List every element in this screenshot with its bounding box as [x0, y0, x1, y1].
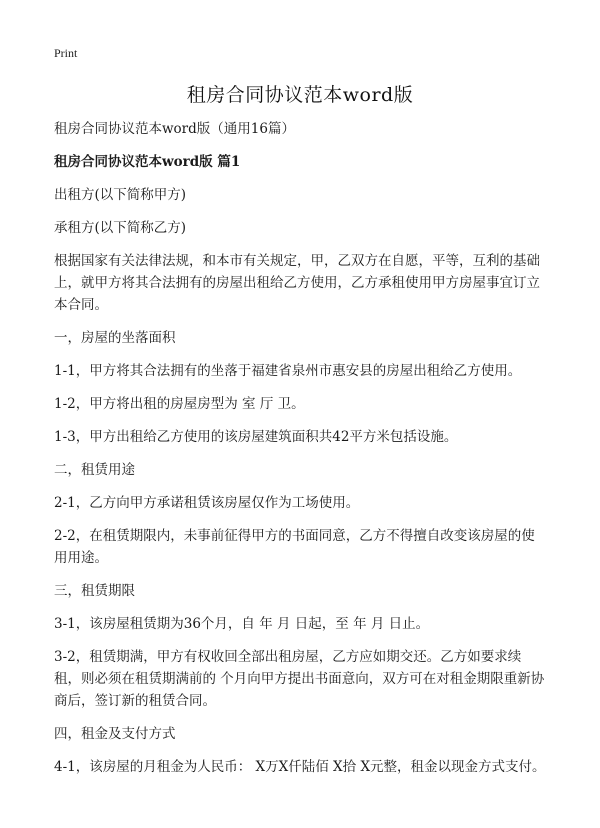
paragraph: 3-1，该房屋租赁期为36个月，自 年 月 日起，至 年 月 日止。 — [54, 616, 430, 632]
paragraph: 根据国家有关法律法规，和本市有关规定，甲，乙双方在自愿，平等，互利的基础上，就甲方将其合法拥有的房屋出租给乙方使用，乙方承租使用甲方房屋事宜订立本合同。 — [54, 253, 540, 313]
paragraph: 出租方(以下简称甲方) — [54, 187, 187, 203]
paragraph-subtitle: 租房合同协议范本word版（通用16篇） — [54, 121, 295, 137]
paragraph: 承租方(以下简称乙方) — [54, 220, 187, 236]
section-heading: 三，租赁期限 — [54, 583, 135, 599]
section-heading: 二，租赁用途 — [54, 462, 135, 478]
section-heading: 四，租金及支付方式 — [54, 726, 176, 742]
paragraph: 1-1，甲方将其合法拥有的坐落于福建省泉州市惠安县的房屋出租给乙方使用。 — [54, 363, 522, 379]
document-body — [54, 118, 546, 778]
print-label: Print — [54, 46, 78, 60]
section-heading: 租房合同协议范本word版 篇1 — [54, 154, 241, 170]
paragraph: 1-2，甲方将出租的房屋房型为 室 厅 卫。 — [54, 396, 305, 412]
section-heading: 一，房屋的坐落面积 — [54, 330, 176, 346]
paragraph: 3-2，租赁期满，甲方有权收回全部出租房屋，乙方应如期交还。乙方如要求续租，则必须在租赁期满前的 个月向甲方提出书面意向，双方可在对租金期限重新协商后，签订新的租赁合同。 — [54, 649, 545, 709]
document-title: 租房合同协议范本word版 — [186, 84, 414, 106]
paragraph: 2-1，乙方向甲方承诺租赁该房屋仅作为工场使用。 — [54, 495, 360, 511]
paragraph: 1-3，甲方出租给乙方使用的该房屋建筑面积共42平方米包括设施。 — [54, 429, 458, 445]
paragraph: 2-2，在租赁期限内，未事前征得甲方的书面同意，乙方不得擅自改变该房屋的使用用途。 — [54, 528, 535, 566]
paragraph: 4-1，该房屋的月租金为人民币： X万X仟陆佰 X拾 X元整，租金以现金方式支付。 — [54, 759, 546, 775]
